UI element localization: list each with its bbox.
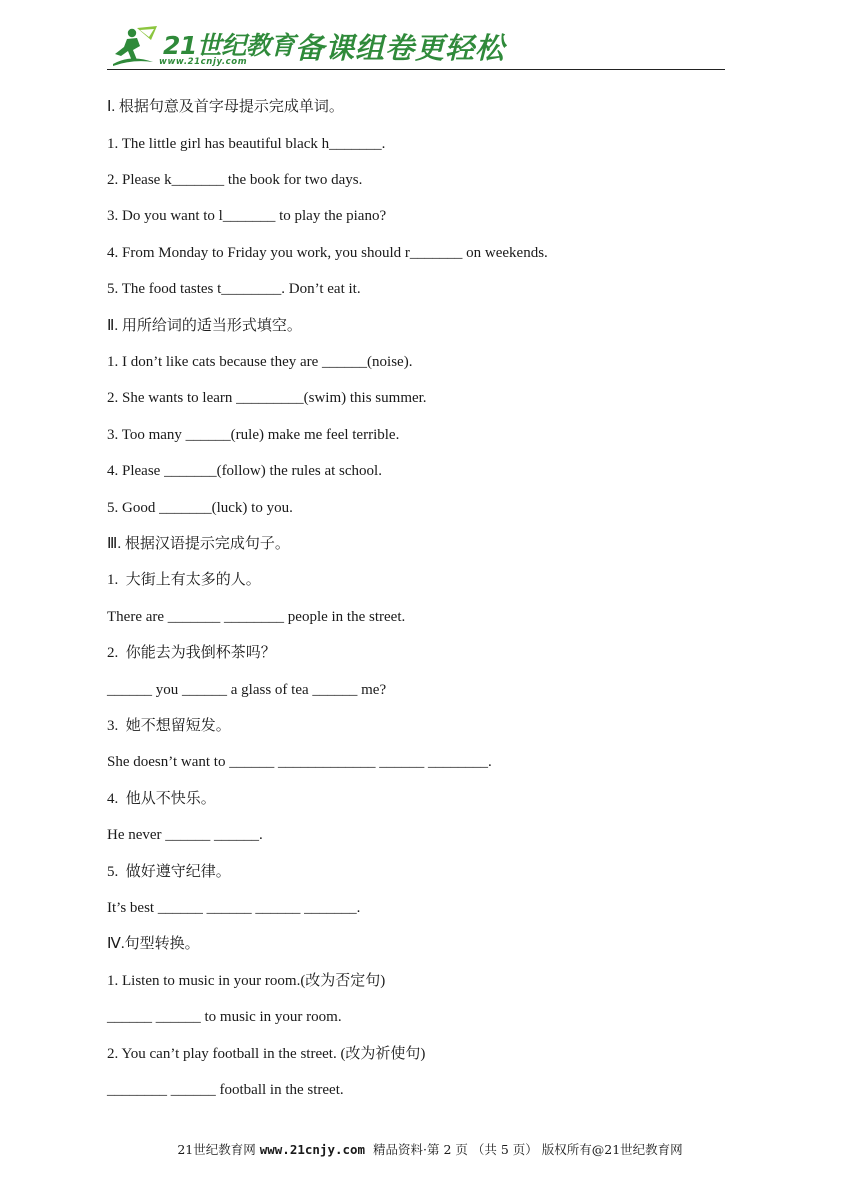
logo-text: 21世纪教育 — [163, 31, 295, 60]
question-line: 1. Listen to music in your room.(改为否定句) — [107, 973, 386, 989]
chinese-prompt: 5. 做好遵守纪律。 — [107, 864, 231, 880]
answer-line: ________ ______ football in the street. — [107, 1082, 344, 1098]
chinese-prompt: 1. 大街上有太多的人。 — [107, 572, 261, 588]
section-heading-2: Ⅱ. 用所给词的适当形式填空。 — [107, 318, 302, 334]
question-line: 1. I don’t like cats because they are ______(noise). — [107, 354, 413, 370]
page-footer — [0, 1140, 860, 1158]
runner-logo-icon — [107, 24, 161, 70]
question-line: 2. Please k_______ the book for two days. — [107, 172, 363, 188]
section-heading-3: Ⅲ. 根据汉语提示完成句子。 — [107, 536, 290, 552]
section-heading-1: Ⅰ. 根据句意及首字母提示完成单词。 — [107, 99, 344, 115]
question-line: 2. You can’t play football in the street. (改为祈使句) — [107, 1046, 426, 1062]
question-line: 4. Please _______(follow) the rules at school. — [107, 463, 382, 479]
logo-url: www.21cnjy.com — [159, 57, 248, 67]
page-header — [107, 20, 725, 72]
question-line: 5. The food tastes t________. Don’t eat it. — [107, 281, 361, 297]
question-line: 4. From Monday to Friday you work, you should r_______ on weekends. — [107, 245, 548, 261]
answer-line: There are _______ ________ people in the street. — [107, 609, 406, 625]
question-line: 2. She wants to learn _________(swim) this summer. — [107, 390, 427, 406]
footer-site: 21世纪教育网 — [177, 1142, 260, 1157]
answer-line: She doesn’t want to ______ _____________ ______ ________. — [107, 754, 492, 770]
question-line: 1. The little girl has beautiful black h_______. — [107, 136, 386, 152]
question-line: 5. Good _______(luck) to you. — [107, 500, 293, 516]
slogan: 备课组卷更轻松 — [295, 31, 506, 65]
section-heading-4: Ⅳ.句型转换。 — [107, 936, 200, 952]
logo — [107, 24, 297, 70]
question-line: 3. Do you want to l_______ to play the piano? — [107, 208, 387, 224]
chinese-prompt: 3. 她不想留短发。 — [107, 718, 231, 734]
answer-line: He never ______ ______. — [107, 827, 263, 843]
header-divider — [107, 69, 725, 70]
footer-info: 精品资料·第 2 页 （共 5 页） 版权所有@21世纪教育网 — [365, 1142, 683, 1157]
chinese-prompt: 2. 你能去为我倒杯茶吗？ — [107, 645, 276, 661]
answer-line: ______ ______ to music in your room. — [107, 1009, 342, 1025]
answer-line: It’s best ______ ______ ______ _______. — [107, 900, 361, 916]
question-line: 3. Too many ______(rule) make me feel terrible. — [107, 427, 400, 443]
footer-url[interactable]: www.21cnjy.com — [259, 1142, 366, 1157]
answer-line: ______ you ______ a glass of tea ______ me? — [107, 682, 387, 698]
chinese-prompt: 4. 他从不快乐。 — [107, 791, 216, 807]
